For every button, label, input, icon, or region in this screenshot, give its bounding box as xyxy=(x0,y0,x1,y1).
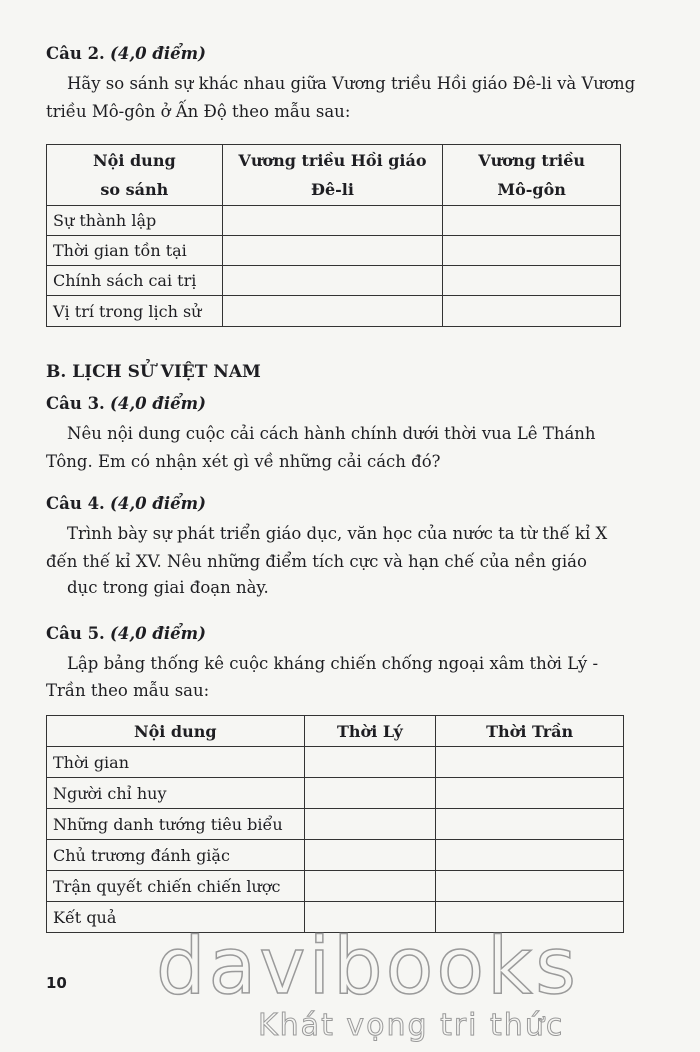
row-label: Kết quả xyxy=(47,902,305,933)
q5-header-content: Nội dung xyxy=(47,716,305,747)
q2-line2: triều Mô-gôn ở Ấn Độ theo mẫu sau: xyxy=(46,102,351,121)
row-label: Chủ trương đánh giặc xyxy=(47,840,305,871)
table-row xyxy=(47,840,624,871)
q5-statistics-table xyxy=(46,715,624,933)
row-label: Thời gian xyxy=(47,747,305,778)
q5-line1: Lập bảng thống kê cuộc kháng chiến chống ngoại xâm thời Lý - xyxy=(67,654,599,673)
empty-cell xyxy=(222,236,443,266)
table-row xyxy=(47,236,621,266)
q2-points: (4,0 điểm) xyxy=(110,44,206,63)
empty-cell xyxy=(304,840,436,871)
empty-cell xyxy=(304,871,436,902)
page-number: 10 xyxy=(46,974,67,992)
watermark-slogan: Khát vọng tri thức xyxy=(258,1008,565,1043)
empty-cell xyxy=(222,296,443,327)
row-label: Những danh tướng tiêu biểu xyxy=(47,809,305,840)
q5-heading xyxy=(46,624,206,643)
q5-points: (4,0 điểm) xyxy=(110,624,206,643)
table-row xyxy=(47,778,624,809)
empty-cell xyxy=(222,206,443,236)
empty-cell xyxy=(443,236,621,266)
table-row xyxy=(47,871,624,902)
empty-cell xyxy=(436,747,624,778)
row-label: Người chỉ huy xyxy=(47,778,305,809)
watermark-brand: davibooks xyxy=(156,922,579,1012)
q4-line2: đến thế kỉ XV. Nêu những điểm tích cực và hạn chế của nền giáo xyxy=(46,552,587,571)
q2-comparison-table xyxy=(46,144,621,327)
table-header-row xyxy=(47,716,624,747)
q2-header-content: Nội dung so sánh xyxy=(47,145,223,206)
q4-points: (4,0 điểm) xyxy=(110,494,206,513)
q2-line1: Hãy so sánh sự khác nhau giữa Vương triều Hồi giáo Đê-li và Vương xyxy=(67,74,636,93)
q2-header-mogon: Vương triều Mô-gôn xyxy=(443,145,621,206)
q2-header-deli: Vương triều Hồi giáo Đê-li xyxy=(222,145,443,206)
q3-heading xyxy=(46,394,206,413)
empty-cell xyxy=(304,809,436,840)
empty-cell xyxy=(436,778,624,809)
empty-cell xyxy=(443,206,621,236)
q5-header-ly: Thời Lý xyxy=(304,716,436,747)
table-row xyxy=(47,809,624,840)
q3-label: Câu 3. xyxy=(46,394,105,413)
empty-cell xyxy=(304,778,436,809)
table-row xyxy=(47,266,621,296)
q2-label: Câu 2. xyxy=(46,44,105,63)
q4-label: Câu 4. xyxy=(46,494,105,513)
empty-cell xyxy=(222,266,443,296)
table-row xyxy=(47,296,621,327)
q3-points: (4,0 điểm) xyxy=(110,394,206,413)
q4-line3: dục trong giai đoạn này. xyxy=(67,578,269,597)
q5-label: Câu 5. xyxy=(46,624,105,643)
empty-cell xyxy=(443,266,621,296)
row-label: Vị trí trong lịch sử xyxy=(47,296,223,327)
row-label: Thời gian tồn tại xyxy=(47,236,223,266)
q5-header-tran: Thời Trần xyxy=(436,716,624,747)
table-row xyxy=(47,206,621,236)
q3-line2: Tông. Em có nhận xét gì về những cải cách đó? xyxy=(46,452,441,471)
q2-heading xyxy=(46,44,206,63)
q3-line1: Nêu nội dung cuộc cải cách hành chính dưới thời vua Lê Thánh xyxy=(67,424,596,443)
empty-cell xyxy=(436,840,624,871)
section-heading: B. LỊCH SỬ VIỆT NAM xyxy=(46,362,261,382)
q5-line2: Trần theo mẫu sau: xyxy=(46,681,210,700)
empty-cell xyxy=(304,747,436,778)
row-label: Trận quyết chiến chiến lược xyxy=(47,871,305,902)
empty-cell xyxy=(436,809,624,840)
q4-heading xyxy=(46,494,206,513)
q4-line1: Trình bày sự phát triển giáo dục, văn học của nước ta từ thế kỉ X xyxy=(67,524,608,543)
table-row xyxy=(47,747,624,778)
row-label: Chính sách cai trị xyxy=(47,266,223,296)
empty-cell xyxy=(436,871,624,902)
table-header-row xyxy=(47,145,621,206)
empty-cell xyxy=(443,296,621,327)
row-label: Sự thành lập xyxy=(47,206,223,236)
